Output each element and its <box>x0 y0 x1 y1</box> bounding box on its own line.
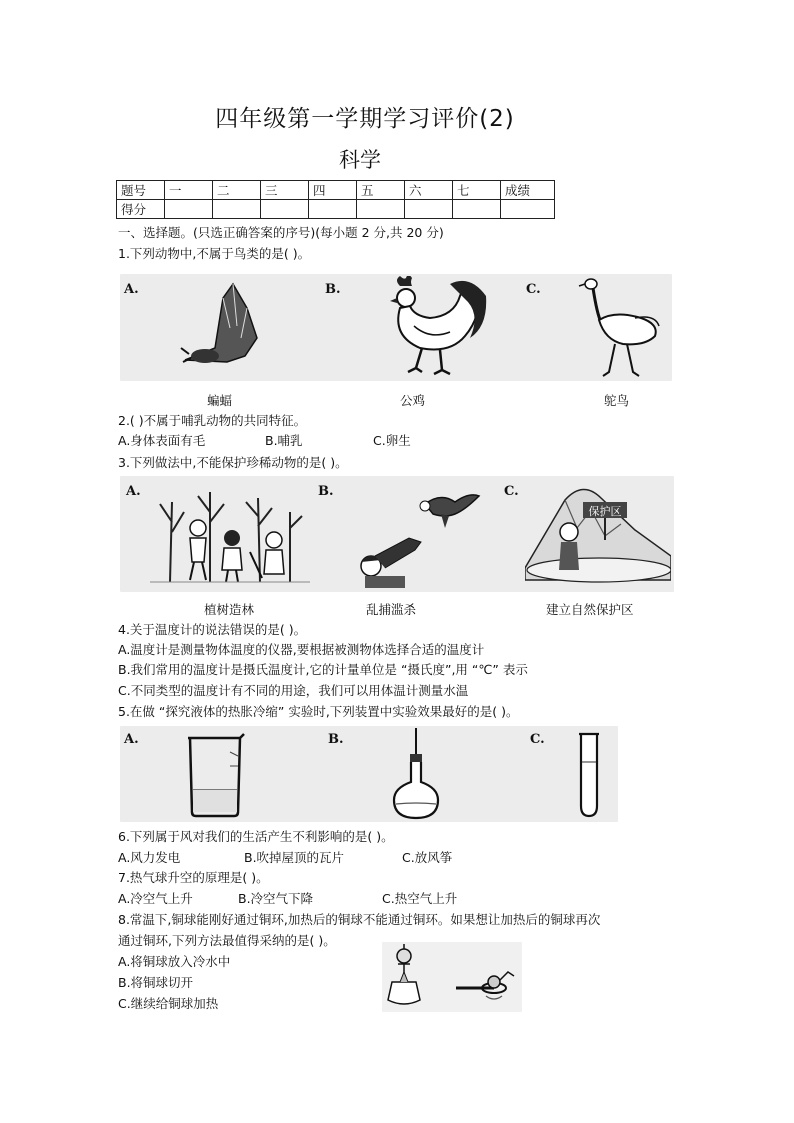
nature-reserve-illustration <box>525 480 671 588</box>
q8-option-a: A.将铜球放入冷水中 <box>118 954 231 969</box>
q7-option-a: A.冷空气上升 <box>118 891 193 906</box>
score-cell: 四 <box>309 181 357 200</box>
q3-caption-b: 乱捕滥杀 <box>366 602 417 617</box>
q2-option-b: B.哺乳 <box>265 433 303 448</box>
score-blank-cell[interactable] <box>501 200 555 219</box>
score-cell: 七 <box>453 181 501 200</box>
q5-label-b: B. <box>328 732 344 747</box>
copper-ball-ring-illustration <box>382 942 522 1012</box>
q1-label-b: B. <box>325 282 341 297</box>
q3-label-b: B. <box>318 484 334 499</box>
question-6-stem: 6.下列属于风对我们的生活产生不利影响的是( )。 <box>118 829 394 844</box>
score-cell: 得分 <box>117 200 165 219</box>
score-blank-cell[interactable] <box>453 200 501 219</box>
q8-option-b: B.将铜球切开 <box>118 975 194 990</box>
q6-option-a: A.风力发电 <box>118 850 181 865</box>
q6-option-c: C.放风筝 <box>402 850 453 865</box>
q1-image-strip <box>120 274 672 381</box>
q3-label-c: C. <box>504 484 519 499</box>
q3-image-strip <box>120 476 674 592</box>
score-blank-cell[interactable] <box>165 200 213 219</box>
score-table-header-row <box>117 181 555 200</box>
question-5-stem: 5.在做 “探究液体的热胀冷缩” 实验时,下列装置中实验效果最好的是( )。 <box>118 704 519 719</box>
score-cell: 三 <box>261 181 309 200</box>
q7-option-c: C.热空气上升 <box>382 891 458 906</box>
q1-label-a: A. <box>124 282 139 297</box>
score-blank-cell[interactable] <box>309 200 357 219</box>
question-1-stem: 1.下列动物中,不属于鸟类的是( )。 <box>118 246 311 261</box>
q3-caption-c: 建立自然保护区 <box>546 602 634 617</box>
q1-label-c: C. <box>526 282 541 297</box>
tree-planting-illustration <box>150 482 310 588</box>
q2-option-c: C.卵生 <box>373 433 411 448</box>
flask-tube-illustration <box>390 728 442 820</box>
score-blank-cell[interactable] <box>357 200 405 219</box>
score-table <box>116 180 555 219</box>
q1-caption-b: 公鸡 <box>400 393 426 408</box>
score-cell: 一 <box>165 181 213 200</box>
q1-caption-a: 蝙蝠 <box>207 393 233 408</box>
q4-option-c: C.不同类型的温度计有不同的用途，我们可以用体温计测量水温 <box>118 683 469 698</box>
reserve-sign-text: 保护区 <box>588 505 622 518</box>
score-cell: 题号 <box>117 181 165 200</box>
score-cell: 成绩 <box>501 181 555 200</box>
question-8-stem-line-1: 8.常温下,铜球能刚好通过铜环,加热后的铜球不能通过铜环。如果想让加热后的铜球再次 <box>118 912 601 927</box>
q1-caption-c: 鸵鸟 <box>604 393 630 408</box>
subject-title: 科学 <box>339 148 381 172</box>
q8-image <box>382 942 522 1012</box>
q5-label-a: A. <box>124 732 139 747</box>
q4-option-a: A.温度计是测量物体温度的仪器,要根据被测物体选择合适的温度计 <box>118 642 485 657</box>
score-table-score-row <box>117 200 555 219</box>
section-heading: 一、选择题。(只选正确答案的序号)(每小题 2 分,共 20 分) <box>118 225 444 240</box>
question-7-stem: 7.热气球升空的原理是( )。 <box>118 870 269 885</box>
score-blank-cell[interactable] <box>261 200 309 219</box>
question-4-stem: 4.关于温度计的说法错误的是( )。 <box>118 622 307 637</box>
page-title: 四年级第一学期学习评价(2) <box>215 106 515 132</box>
q3-label-a: A. <box>126 484 141 499</box>
q3-caption-a: 植树造林 <box>204 602 255 617</box>
rooster-illustration <box>370 276 495 378</box>
test-tube-illustration <box>576 730 602 818</box>
hunting-illustration <box>345 484 495 588</box>
score-cell: 二 <box>213 181 261 200</box>
q6-option-b: B.吹掉屋顶的瓦片 <box>244 850 345 865</box>
q7-option-b: B.冷空气下降 <box>238 891 314 906</box>
beaker-illustration <box>184 732 248 818</box>
q2-option-a: A.身体表面有毛 <box>118 433 206 448</box>
score-blank-cell[interactable] <box>405 200 453 219</box>
question-2-stem: 2.( )不属于哺乳动物的共同特征。 <box>118 413 307 428</box>
q5-image-strip <box>120 726 618 822</box>
question-3-stem: 3.下列做法中,不能保护珍稀动物的是( )。 <box>118 455 348 470</box>
score-blank-cell[interactable] <box>213 200 261 219</box>
q5-label-c: C. <box>530 732 545 747</box>
question-8-stem-line-2: 通过铜环,下列方法最值得采纳的是( )。 <box>118 933 336 948</box>
q4-option-b: B.我们常用的温度计是摄氏温度计,它的计量单位是 “摄氏度”,用 “℃” 表示 <box>118 662 528 677</box>
score-cell: 六 <box>405 181 453 200</box>
bat-illustration <box>175 278 275 378</box>
ostrich-illustration <box>575 274 665 380</box>
score-cell: 五 <box>357 181 405 200</box>
q8-option-c: C.继续给铜球加热 <box>118 996 219 1011</box>
